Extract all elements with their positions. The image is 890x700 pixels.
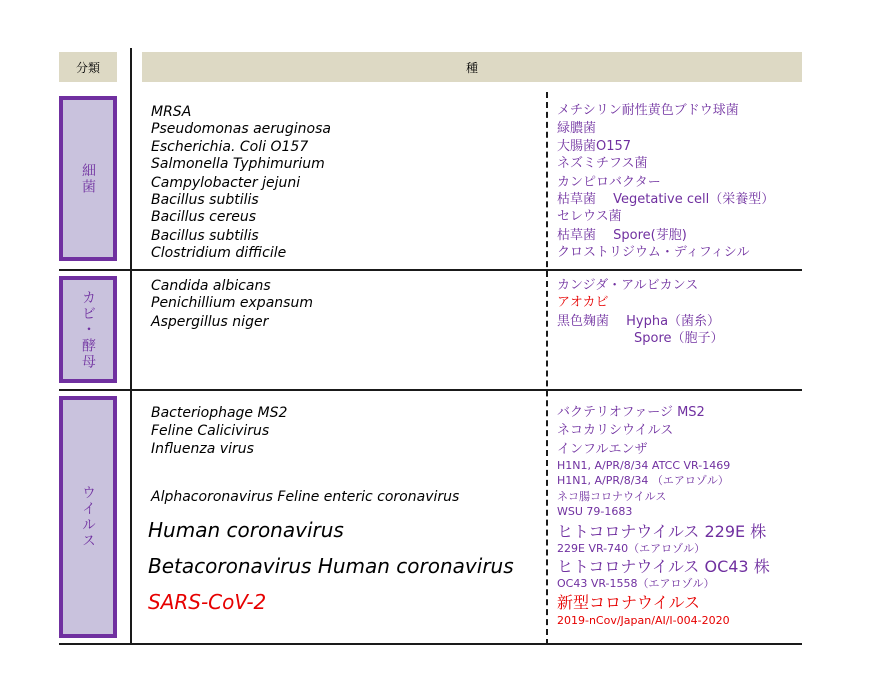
virus-jp-7: WSU 79-1683	[557, 505, 633, 518]
bacteria-jp-4: ネズミチフス菌	[557, 156, 648, 171]
category-fungi	[59, 276, 117, 383]
virus-sci-2: Feline Calicivirus	[151, 423, 270, 439]
bacteria-jp-2: 緑膿菌	[557, 121, 597, 136]
virus-jp-11: OC43 VR-1558（エアロゾル）	[557, 577, 715, 590]
category-fungi-label: カビ・酵母	[80, 289, 96, 370]
virus-sci-4: Alphacoronavirus Feline enteric coronavirus	[151, 489, 460, 505]
bacteria-sci-9: Clostridium difficile	[151, 245, 287, 261]
virus-jp-4: H1N1, A/PR/8/34 ATCC VR-1469	[557, 459, 731, 472]
virus-jp-13: 2019-nCov/Japan/AI/I-004-2020	[557, 614, 730, 627]
virus-jp-3: インフルエンザ	[557, 442, 648, 457]
virus-jp-8: ヒトコロナウイルス 229E 株	[557, 522, 767, 541]
fungi-sci-3: Aspergillus niger	[151, 314, 269, 330]
bacteria-sci-8: Bacillus subtilis	[151, 228, 259, 244]
bacteria-jp-7: セレウス菌	[557, 209, 622, 224]
row-divider-1	[59, 269, 802, 271]
bacteria-sci-7: Bacillus cereus	[151, 209, 257, 225]
bacteria-sci-2: Pseudomonas aeruginosa	[151, 121, 331, 137]
fungi-jp-2: アオカビ	[557, 295, 609, 310]
category-bacteria-label: 細菌	[80, 162, 96, 195]
virus-sci-1: Bacteriophage MS2	[151, 405, 288, 421]
virus-jp-5: H1N1, A/PR/8/34 （エアロゾル）	[557, 474, 729, 487]
bacteria-jp-9: クロストリジウム・ディフィシル	[557, 245, 750, 260]
virus-jp-2: ネコカリシウイルス	[557, 423, 674, 438]
bacteria-sci-4: Salmonella Typhimurium	[151, 156, 325, 172]
virus-jp-12: 新型コロナウイルス	[557, 593, 701, 612]
category-virus-label: ウイルス	[80, 485, 96, 549]
virus-sci-3: Influenza virus	[151, 441, 254, 457]
virus-jp-10: ヒトコロナウイルス OC43 株	[557, 557, 770, 576]
bacteria-jp-6: 枯草菌 Vegetative cell（栄養型）	[557, 192, 775, 207]
bacteria-sci-6: Bacillus subtilis	[151, 192, 259, 208]
virus-jp-9: 229E VR-740（エアロゾル）	[557, 542, 706, 555]
column-divider	[130, 48, 132, 645]
bacteria-jp-5: カンピロバクター	[557, 175, 661, 190]
dashed-divider	[546, 92, 548, 645]
fungi-jp-3: 黒色麹菌 Hypha（菌糸）	[557, 314, 721, 329]
bacteria-jp-1: メチシリン耐性黄色ブドウ球菌	[557, 103, 739, 118]
fungi-jp-1: カンジダ・アルビカンス	[557, 278, 699, 293]
bacteria-jp-3: 大腸菌O157	[557, 139, 632, 154]
category-virus	[59, 396, 117, 638]
species-header: 種	[142, 52, 802, 82]
bacteria-sci-3: Escherichia. Coli O157	[151, 139, 309, 155]
fungi-sci-2: Penichillium expansum	[151, 295, 313, 311]
fungi-sci-1: Candida albicans	[151, 278, 271, 294]
virus-sci-7: SARS-CoV-2	[148, 590, 267, 614]
bacteria-sci-1: MRSA	[151, 104, 192, 120]
fungi-jp-4: Spore（胞子）	[634, 331, 724, 346]
bacteria-jp-8: 枯草菌 Spore(芽胞)	[557, 228, 687, 243]
bacteria-sci-5: Campylobacter jejuni	[151, 175, 301, 191]
virus-jp-6: ネコ腸コロナウイルス	[557, 490, 667, 503]
table-bottom-line	[59, 643, 802, 645]
virus-sci-6: Betacoronavirus Human coronavirus	[148, 554, 514, 578]
virus-jp-1: バクテリオファージ MS2	[557, 405, 705, 420]
virus-sci-5: Human coronavirus	[148, 518, 344, 542]
row-divider-2	[59, 389, 802, 391]
class-header: 分類	[59, 52, 117, 82]
category-bacteria	[59, 96, 117, 261]
